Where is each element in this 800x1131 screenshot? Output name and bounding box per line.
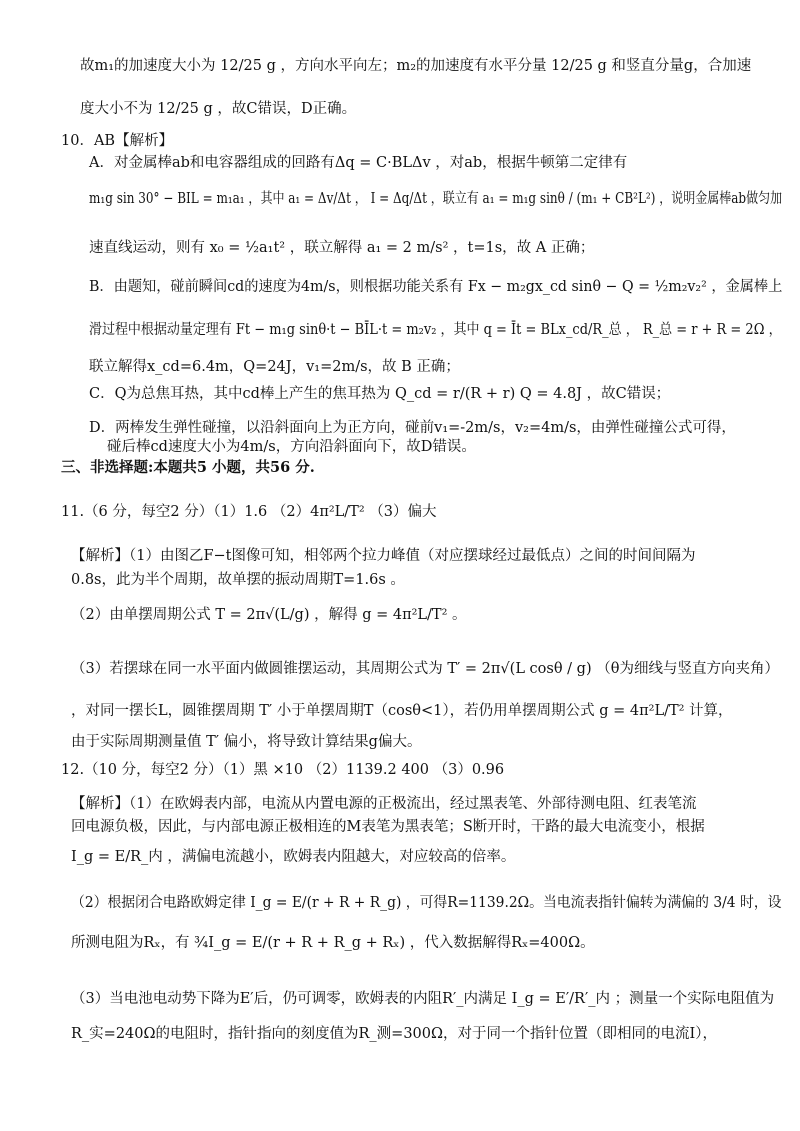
line-9: 联立解得x_cd=6.4m，Q=24J，v₁=2m/s，故 B 正确； (89, 359, 460, 375)
line-10: C．Q为总焦耳热，其中cd棒上产生的焦耳热为 Q_cd = r/(R + r) Q = 4.8J ，故C错误； (89, 386, 671, 402)
line-3: 10．AB【解析】 (61, 133, 174, 149)
line-16: 0.8s，此为半个周期，故单摆的振动周期T=1.6s 。 (71, 572, 405, 588)
line-21: 12.（10 分，每空2 分）（1）黑 ×10 （2）1139.2 400 （3）0.96 (61, 762, 505, 778)
line-8: 滑过程中根据动量定理有 Ft − m₁g sinθ·t − BĪL·t = m₂v₂ ，其中 q = Īt = BLx_cd/R_总 ， R_总 = r + R = 2Ω ， (89, 322, 782, 338)
line-11: D．两棒发生弹性碰撞，以沿斜面向上为正方向，碰前v₁=-2m/s，v₂=4m/s，由弹性碰撞公式可得， (89, 420, 736, 436)
line-20: 由于实际周期测量值 T′ 偏小，将导致计算结果g偏大。 (71, 734, 422, 750)
line-22: 【解析】（1）在欧姆表内部，电流从内置电源的正极流出，经过黑表笔、外部待测电阻、红表笔流 (71, 796, 697, 812)
line-26: 所测电阻为Rₓ，有 ¾I_g = E/(r + R + R_g + Rₓ) ，代入数据解得Rₓ=400Ω。 (71, 935, 595, 951)
line-12: 碰后棒cd速度大小为4m/s，方向沿斜面向下，故D错误。 (107, 439, 476, 455)
line-23: 回电源负极，因此，与内部电源正极相连的M表笔为黑表笔；S断开时，干路的最大电流变小，根据 (71, 819, 705, 835)
line-17: （2）由单摆周期公式 T = 2π√(L/g) ，解得 g = 4π²L/T² 。 (71, 607, 467, 623)
section-heading: 三、非选择题:本题共5 小题，共56 分. (61, 459, 315, 476)
line-4: A．对金属棒ab和电容器组成的回路有Δq = C·BLΔv ，对ab，根据牛顿第二定律有 (89, 155, 628, 171)
line-28: R_实=240Ω的电阻时，指针指向的刻度值为R_测=300Ω，对于同一个指针位置（即相同的电流I）， (71, 1026, 718, 1042)
line-24: I_g = E/R_内 ，满偏电流越小，欧姆表内阻越大，对应较高的倍率。 (71, 849, 516, 865)
line-18: （3）若摆球在同一水平面内做圆锥摆运动，其周期公式为 T′ = 2π√(L cosθ / g) （θ为细线与竖直方向夹角） (71, 661, 779, 677)
line-25: （2）根据闭合电路欧姆定律 I_g = E/(r + R + R_g) ，可得R=1139.2Ω。当电流表指针偏转为满偏的 3/4 时，设 (71, 895, 782, 911)
line-14: 11.（6 分，每空2 分）（1）1.6 （2）4π²L/T² （3）偏大 (61, 504, 437, 520)
line-7: B．由题知，碰前瞬间cd的速度为4m/s，则根据功能关系有 Fx − m₂gx_cd sinθ − Q = ½m₂v₂² ，金属棒上 (89, 279, 783, 295)
line-5: m₁g sin 30° − BIL = m₁a₁ ，其中 a₁ = Δv/Δt ， I = Δq/Δt ，联立有 a₁ = m₁g sinθ / (m₁ + CB²L²) ，说明金属棒ab做匀加 (89, 191, 783, 207)
line-6: 速直线运动，则有 x₀ = ½a₁t² ，联立解得 a₁ = 2 m/s² ，t=1s，故 A 正确； (89, 240, 595, 256)
line-19: ，对同一摆长L，圆锥摆周期 T′ 小于单摆周期T（cosθ<1），若仍用单摆周期公式 g = 4π²L/T² 计算， (71, 703, 733, 719)
line-15: 【解析】（1）由图乙F−t图像可知，相邻两个拉力峰值（对应摆球经过最低点）之间的时间间隔为 (71, 548, 696, 564)
line-27: （3）当电池电动势下降为E′后，仍可调零，欧姆表的内阻R′_内满足 I_g = E′/R′_内 ；测量一个实际电阻值为 (71, 991, 775, 1007)
line-2: 度大小不为 12/25 g ，故C错误，D正确。 (80, 101, 357, 117)
line-1: 故m₁的加速度大小为 12/25 g ，方向水平向左；m₂的加速度有水平分量 12/25 g 和竖直分量g，合加速 (80, 58, 752, 74)
